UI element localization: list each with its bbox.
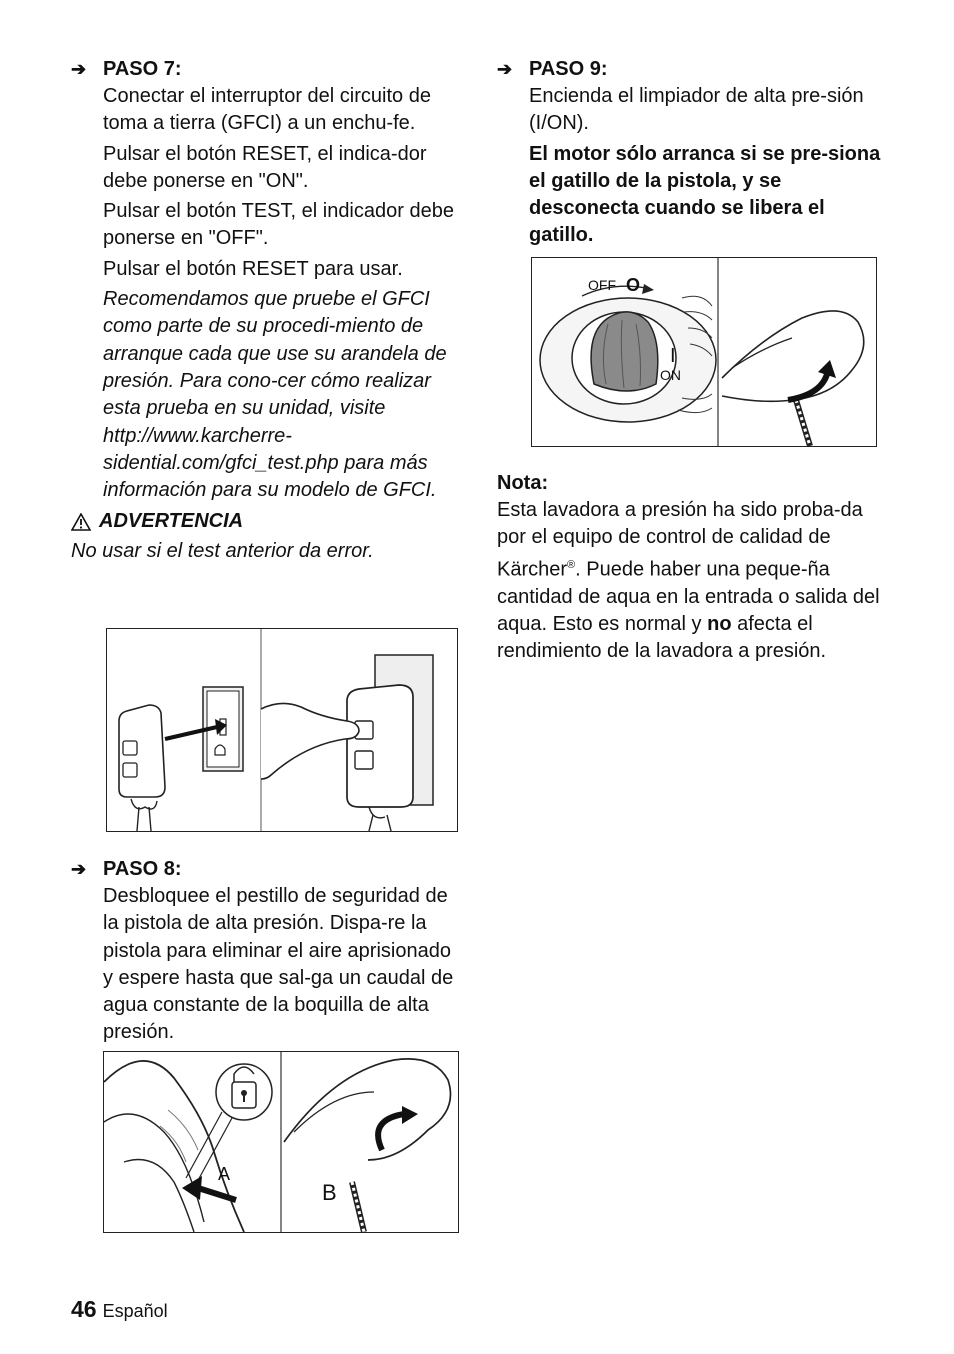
step9-paragraph: Encienda el limpiador de alta pre-sión (I/ON). [529, 85, 864, 135]
step9-heading [497, 56, 889, 83]
step7-title: PASO 7: [103, 58, 182, 80]
step7-paragraph-3: Pulsar el botón TEST, el indicador debe ponerse en "OFF". [103, 200, 454, 250]
step8-body [103, 883, 463, 1047]
step8-heading [71, 856, 463, 883]
warning-title: ADVERTENCIA [99, 510, 244, 533]
note-section [497, 470, 889, 665]
gun-illustration [103, 1051, 459, 1233]
step9-body [529, 83, 889, 250]
step9-bold-paragraph: El motor sólo arranca si se pre-siona el gatillo de la pistola, y se desconecta cuando se libera el gatillo. [529, 142, 881, 247]
note-body [497, 497, 889, 665]
left-column [71, 56, 463, 565]
step7-body [103, 83, 463, 504]
step7-paragraph-2: Pulsar el botón RESET, el indica-dor debe ponerse en "ON". [103, 142, 427, 192]
note-text-mid: . Puede haber una peque-ña cantidad de aqua en la entrada o salida del aqua. Esto es normal y [497, 558, 880, 635]
step9-title: PASO 9: [529, 58, 608, 80]
warning-triangle-icon [71, 513, 91, 531]
warning-heading [71, 508, 463, 535]
note-title: Nota: [497, 472, 549, 494]
step8-section [71, 856, 463, 1050]
step8-title: PASO 8: [103, 858, 182, 880]
switch-drawing [532, 258, 876, 446]
label-on: ON [660, 367, 681, 383]
arrow-right-icon: ➔ [71, 59, 87, 79]
step7-paragraph-4: Pulsar el botón RESET para usar. [103, 257, 403, 280]
footer-language: Español [102, 1301, 168, 1321]
right-column [497, 56, 889, 253]
gfci-illustration [106, 628, 458, 832]
label-b: B [322, 1180, 337, 1205]
gun-drawing [104, 1052, 458, 1232]
step7-heading [71, 56, 463, 83]
note-text-before: Esta lavadora a presión ha sido proba-da por el equipo de control de calidad de Kärcher [497, 499, 863, 581]
warning-text: No usar si el test anterior da error. [71, 540, 374, 563]
switch-illustration [531, 257, 877, 447]
page-number: 46 [71, 1296, 97, 1322]
arrow-right-icon: ➔ [71, 859, 87, 879]
note-text-after: afecta el rendimiento de la lavadora a presión. [497, 612, 827, 663]
label-i: I [670, 345, 676, 367]
page-footer [71, 1296, 168, 1323]
arrow-right-icon: ➔ [497, 59, 513, 79]
registered-mark: ® [567, 558, 576, 571]
label-a: A [218, 1164, 231, 1184]
step8-paragraph: Desbloquee el pestillo de seguridad de la pistola de alta presión. Dispa-re la pistola para eliminar el aire aprisionado y espere hasta que sal-ga un caudal de agua constante de la boquilla de alta presión. [103, 885, 454, 1044]
note-text-bold: no [707, 612, 732, 635]
gfci-plug-drawing [107, 629, 457, 831]
step7-recommendation: Recomendamos que pruebe el GFCI como parte de su procedi-miento de arranque cada que use su arandela de presión. Para cono-cer cómo realizar esta prueba en su unidad, visite http://www.karcherre-sidential.com/gfci_test.php para más información para su modelo de GFCI. [103, 288, 447, 502]
label-off: OFF [588, 277, 616, 293]
label-o: O [626, 275, 641, 295]
step7-paragraph-1: Conectar el interruptor del circuito de toma a tierra (GFCI) a un enchu-fe. [103, 85, 431, 135]
